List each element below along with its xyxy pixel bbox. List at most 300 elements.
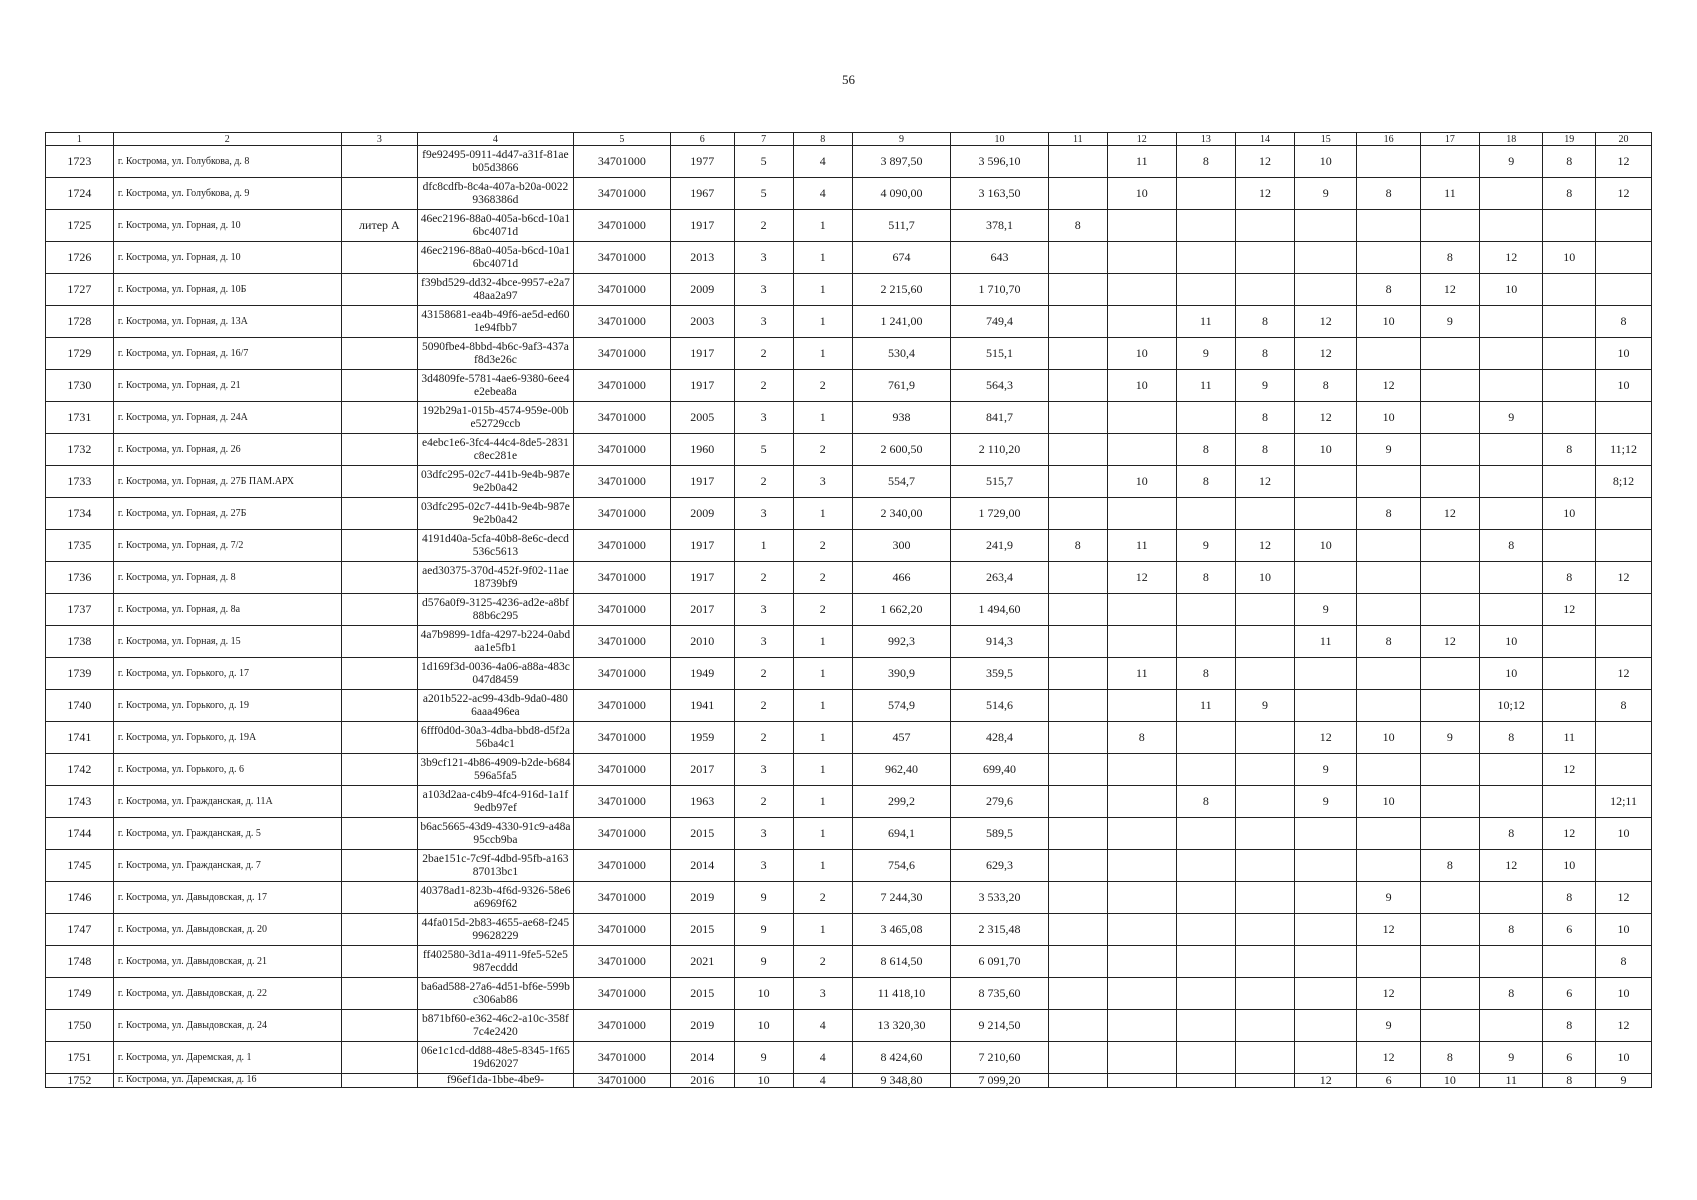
col-14-cell <box>1235 242 1294 274</box>
floors-cell: 9 <box>734 914 793 946</box>
address-cell: г. Кострома, ул. Гражданская, д. 5 <box>113 818 341 850</box>
col-13-cell: 8 <box>1176 786 1235 818</box>
col-16-cell: 8 <box>1357 178 1420 210</box>
year-built-cell: 1917 <box>671 370 734 402</box>
floors-cell: 10 <box>734 1074 793 1088</box>
col-16-cell: 12 <box>1357 1042 1420 1074</box>
row-number-cell: 1744 <box>46 818 114 850</box>
entrances-cell: 1 <box>793 850 852 882</box>
col-16-cell <box>1357 658 1420 690</box>
col-17-cell <box>1420 1010 1479 1042</box>
building-note-cell <box>341 1010 418 1042</box>
floors-cell: 9 <box>734 882 793 914</box>
living-area-cell: 629,3 <box>951 850 1048 882</box>
col-15-cell <box>1295 274 1357 306</box>
col-12-cell: 10 <box>1107 466 1176 498</box>
fias-guid-cell: 46ec2196-88a0-405a-b6cd-10a16bc4071d <box>418 242 573 274</box>
col-18-cell <box>1479 338 1542 370</box>
col-18-cell: 10;12 <box>1479 690 1542 722</box>
floors-cell: 2 <box>734 562 793 594</box>
total-area-cell: 8 614,50 <box>852 946 951 978</box>
col-20-cell: 10 <box>1596 370 1652 402</box>
year-built-cell: 2014 <box>671 1042 734 1074</box>
floors-cell: 3 <box>734 274 793 306</box>
col-14-cell: 9 <box>1235 370 1294 402</box>
living-area-cell: 515,7 <box>951 466 1048 498</box>
col-11-cell <box>1048 978 1107 1010</box>
floors-cell: 2 <box>734 210 793 242</box>
oktmo-code-cell: 34701000 <box>573 722 670 754</box>
col-11-cell <box>1048 370 1107 402</box>
row-number-cell: 1731 <box>46 402 114 434</box>
building-note-cell <box>341 978 418 1010</box>
col-18-cell: 9 <box>1479 146 1542 178</box>
oktmo-code-cell: 34701000 <box>573 1010 670 1042</box>
building-note-cell <box>341 626 418 658</box>
living-area-cell: 263,4 <box>951 562 1048 594</box>
col-12-cell: 10 <box>1107 178 1176 210</box>
col-12-cell: 11 <box>1107 658 1176 690</box>
col-11-cell <box>1048 466 1107 498</box>
col-19-cell: 8 <box>1543 562 1596 594</box>
col-18-cell <box>1479 434 1542 466</box>
living-area-cell: 514,6 <box>951 690 1048 722</box>
column-header-18: 18 <box>1479 133 1542 146</box>
address-cell: г. Кострома, ул. Горная, д. 10 <box>113 242 341 274</box>
living-area-cell: 2 315,48 <box>951 914 1048 946</box>
table-row <box>46 594 1652 626</box>
col-12-cell <box>1107 978 1176 1010</box>
col-20-cell <box>1596 754 1652 786</box>
col-20-cell <box>1596 210 1652 242</box>
entrances-cell: 1 <box>793 914 852 946</box>
building-note-cell <box>341 146 418 178</box>
col-16-cell <box>1357 690 1420 722</box>
col-19-cell: 6 <box>1543 914 1596 946</box>
col-15-cell <box>1295 210 1357 242</box>
fias-guid-cell: 2bae151c-7c9f-4dbd-95fb-a16387013bc1 <box>418 850 573 882</box>
col-16-cell <box>1357 850 1420 882</box>
address-cell: г. Кострома, ул. Гражданская, д. 11А <box>113 786 341 818</box>
row-number-cell: 1752 <box>46 1074 114 1088</box>
entrances-cell: 4 <box>793 1074 852 1088</box>
col-14-cell <box>1235 626 1294 658</box>
fias-guid-cell: 06e1c1cd-dd88-48e5-8345-1f6519d62027 <box>418 1042 573 1074</box>
address-cell: г. Кострома, ул. Горная, д. 27Б ПАМ.АРХ <box>113 466 341 498</box>
row-number-cell: 1726 <box>46 242 114 274</box>
address-cell: г. Кострома, ул. Горького, д. 6 <box>113 754 341 786</box>
oktmo-code-cell: 34701000 <box>573 434 670 466</box>
oktmo-code-cell: 34701000 <box>573 370 670 402</box>
col-13-cell <box>1176 946 1235 978</box>
col-12-cell <box>1107 690 1176 722</box>
col-16-cell <box>1357 594 1420 626</box>
col-17-cell <box>1420 466 1479 498</box>
col-13-cell <box>1176 594 1235 626</box>
col-15-cell <box>1295 498 1357 530</box>
fias-guid-cell: 4a7b9899-1dfa-4297-b224-0abdaa1e5fb1 <box>418 626 573 658</box>
col-11-cell <box>1048 178 1107 210</box>
oktmo-code-cell: 34701000 <box>573 818 670 850</box>
row-number-cell: 1735 <box>46 530 114 562</box>
col-14-cell <box>1235 946 1294 978</box>
col-14-cell: 12 <box>1235 146 1294 178</box>
entrances-cell: 4 <box>793 178 852 210</box>
col-12-cell <box>1107 1042 1176 1074</box>
entrances-cell: 1 <box>793 722 852 754</box>
col-13-cell <box>1176 882 1235 914</box>
col-11-cell <box>1048 402 1107 434</box>
col-14-cell <box>1235 274 1294 306</box>
col-17-cell <box>1420 882 1479 914</box>
address-cell: г. Кострома, ул. Даремская, д. 1 <box>113 1042 341 1074</box>
building-note-cell <box>341 274 418 306</box>
total-area-cell: 3 465,08 <box>852 914 951 946</box>
col-14-cell <box>1235 594 1294 626</box>
col-16-cell <box>1357 338 1420 370</box>
col-16-cell: 10 <box>1357 402 1420 434</box>
row-number-cell: 1749 <box>46 978 114 1010</box>
year-built-cell: 2015 <box>671 978 734 1010</box>
col-13-cell: 8 <box>1176 466 1235 498</box>
table-row <box>46 338 1652 370</box>
building-note-cell <box>341 402 418 434</box>
col-13-cell <box>1176 626 1235 658</box>
column-header-11: 11 <box>1048 133 1107 146</box>
table-row <box>46 946 1652 978</box>
col-20-cell: 9 <box>1596 1074 1652 1088</box>
floors-cell: 2 <box>734 690 793 722</box>
col-18-cell: 9 <box>1479 402 1542 434</box>
col-20-cell: 8 <box>1596 690 1652 722</box>
col-13-cell: 8 <box>1176 562 1235 594</box>
address-cell: г. Кострома, ул. Горького, д. 17 <box>113 658 341 690</box>
column-header-19: 19 <box>1543 133 1596 146</box>
col-13-cell: 9 <box>1176 530 1235 562</box>
col-18-cell: 12 <box>1479 850 1542 882</box>
col-11-cell <box>1048 338 1107 370</box>
living-area-cell: 3 533,20 <box>951 882 1048 914</box>
total-area-cell: 300 <box>852 530 951 562</box>
col-12-cell <box>1107 882 1176 914</box>
col-20-cell: 10 <box>1596 338 1652 370</box>
entrances-cell: 3 <box>793 466 852 498</box>
col-15-cell <box>1295 882 1357 914</box>
col-16-cell: 10 <box>1357 722 1420 754</box>
column-header-3: 3 <box>341 133 418 146</box>
col-18-cell: 10 <box>1479 626 1542 658</box>
col-16-cell <box>1357 210 1420 242</box>
entrances-cell: 1 <box>793 306 852 338</box>
col-18-cell <box>1479 466 1542 498</box>
table-row <box>46 882 1652 914</box>
floors-cell: 5 <box>734 146 793 178</box>
col-18-cell <box>1479 946 1542 978</box>
total-area-cell: 1 662,20 <box>852 594 951 626</box>
col-17-cell <box>1420 370 1479 402</box>
oktmo-code-cell: 34701000 <box>573 946 670 978</box>
living-area-cell: 279,6 <box>951 786 1048 818</box>
col-13-cell <box>1176 210 1235 242</box>
column-header-6: 6 <box>671 133 734 146</box>
table-row <box>46 818 1652 850</box>
col-14-cell: 12 <box>1235 530 1294 562</box>
floors-cell: 2 <box>734 658 793 690</box>
col-19-cell <box>1543 466 1596 498</box>
col-17-cell: 8 <box>1420 1042 1479 1074</box>
col-11-cell <box>1048 754 1107 786</box>
oktmo-code-cell: 34701000 <box>573 210 670 242</box>
col-12-cell <box>1107 1074 1176 1088</box>
table-row <box>46 210 1652 242</box>
year-built-cell: 2015 <box>671 818 734 850</box>
address-cell: г. Кострома, ул. Горная, д. 27Б <box>113 498 341 530</box>
total-area-cell: 11 418,10 <box>852 978 951 1010</box>
table-row <box>46 1042 1652 1074</box>
living-area-cell: 564,3 <box>951 370 1048 402</box>
living-area-cell: 841,7 <box>951 402 1048 434</box>
oktmo-code-cell: 34701000 <box>573 274 670 306</box>
col-14-cell <box>1235 498 1294 530</box>
col-17-cell <box>1420 818 1479 850</box>
col-16-cell: 9 <box>1357 1010 1420 1042</box>
row-number-cell: 1728 <box>46 306 114 338</box>
address-cell: г. Кострома, ул. Горького, д. 19 <box>113 690 341 722</box>
total-area-cell: 390,9 <box>852 658 951 690</box>
fias-guid-cell: 4191d40a-5cfa-40b8-8e6c-decd536c5613 <box>418 530 573 562</box>
oktmo-code-cell: 34701000 <box>573 1074 670 1088</box>
fias-guid-cell: ff402580-3d1a-4911-9fe5-52e5987ecddd <box>418 946 573 978</box>
total-area-cell: 457 <box>852 722 951 754</box>
col-17-cell: 9 <box>1420 306 1479 338</box>
year-built-cell: 1967 <box>671 178 734 210</box>
col-18-cell <box>1479 498 1542 530</box>
entrances-cell: 1 <box>793 242 852 274</box>
entrances-cell: 1 <box>793 402 852 434</box>
year-built-cell: 1963 <box>671 786 734 818</box>
building-note-cell <box>341 850 418 882</box>
floors-cell: 5 <box>734 434 793 466</box>
col-16-cell: 12 <box>1357 978 1420 1010</box>
living-area-cell: 359,5 <box>951 658 1048 690</box>
building-note-cell <box>341 1074 418 1088</box>
col-20-cell <box>1596 850 1652 882</box>
col-19-cell <box>1543 338 1596 370</box>
entrances-cell: 2 <box>793 946 852 978</box>
col-17-cell: 12 <box>1420 626 1479 658</box>
col-13-cell <box>1176 498 1235 530</box>
fias-guid-cell: f9e92495-0911-4d47-a31f-81aeb05d3866 <box>418 146 573 178</box>
fias-guid-cell: 5090fbe4-8bbd-4b6c-9af3-437af8d3e26c <box>418 338 573 370</box>
col-15-cell: 9 <box>1295 178 1357 210</box>
col-16-cell: 8 <box>1357 626 1420 658</box>
col-12-cell: 8 <box>1107 722 1176 754</box>
address-cell: г. Кострома, ул. Давыдовская, д. 17 <box>113 882 341 914</box>
address-cell: г. Кострома, ул. Давыдовская, д. 21 <box>113 946 341 978</box>
col-13-cell <box>1176 1074 1235 1088</box>
total-area-cell: 674 <box>852 242 951 274</box>
col-11-cell <box>1048 626 1107 658</box>
col-19-cell: 8 <box>1543 178 1596 210</box>
year-built-cell: 2009 <box>671 498 734 530</box>
col-12-cell <box>1107 402 1176 434</box>
column-header-14: 14 <box>1235 133 1294 146</box>
living-area-cell: 1 494,60 <box>951 594 1048 626</box>
table-row <box>46 690 1652 722</box>
col-19-cell: 8 <box>1543 1010 1596 1042</box>
fias-guid-cell: ba6ad588-27a6-4d51-bf6e-599bc306ab86 <box>418 978 573 1010</box>
col-15-cell <box>1295 978 1357 1010</box>
column-header-20: 20 <box>1596 133 1652 146</box>
col-18-cell: 8 <box>1479 914 1542 946</box>
living-area-cell: 914,3 <box>951 626 1048 658</box>
col-20-cell <box>1596 242 1652 274</box>
table-row <box>46 914 1652 946</box>
col-13-cell <box>1176 1010 1235 1042</box>
table-row <box>46 850 1652 882</box>
table-body <box>46 146 1652 1088</box>
table-row <box>46 402 1652 434</box>
column-number-row <box>46 133 1652 146</box>
oktmo-code-cell: 34701000 <box>573 562 670 594</box>
col-20-cell: 12 <box>1596 178 1652 210</box>
oktmo-code-cell: 34701000 <box>573 178 670 210</box>
col-13-cell <box>1176 722 1235 754</box>
col-19-cell: 6 <box>1543 1042 1596 1074</box>
col-14-cell <box>1235 1010 1294 1042</box>
col-18-cell: 10 <box>1479 658 1542 690</box>
row-number-cell: 1730 <box>46 370 114 402</box>
table-row <box>46 658 1652 690</box>
living-area-cell: 241,9 <box>951 530 1048 562</box>
col-15-cell <box>1295 1042 1357 1074</box>
total-area-cell: 3 897,50 <box>852 146 951 178</box>
col-11-cell <box>1048 242 1107 274</box>
total-area-cell: 2 340,00 <box>852 498 951 530</box>
floors-cell: 5 <box>734 178 793 210</box>
col-15-cell: 9 <box>1295 594 1357 626</box>
total-area-cell: 4 090,00 <box>852 178 951 210</box>
col-16-cell: 12 <box>1357 370 1420 402</box>
col-12-cell <box>1107 594 1176 626</box>
floors-cell: 3 <box>734 754 793 786</box>
col-16-cell: 12 <box>1357 914 1420 946</box>
column-header-5: 5 <box>573 133 670 146</box>
fias-guid-cell: f39bd529-dd32-4bce-9957-e2a748aa2a97 <box>418 274 573 306</box>
year-built-cell: 1917 <box>671 338 734 370</box>
year-built-cell: 1917 <box>671 562 734 594</box>
row-number-cell: 1724 <box>46 178 114 210</box>
entrances-cell: 2 <box>793 882 852 914</box>
floors-cell: 9 <box>734 946 793 978</box>
col-17-cell <box>1420 338 1479 370</box>
col-20-cell: 10 <box>1596 1042 1652 1074</box>
col-20-cell <box>1596 626 1652 658</box>
col-13-cell: 9 <box>1176 338 1235 370</box>
col-11-cell: 8 <box>1048 210 1107 242</box>
col-18-cell <box>1479 882 1542 914</box>
col-16-cell <box>1357 946 1420 978</box>
col-11-cell <box>1048 690 1107 722</box>
col-15-cell: 12 <box>1295 722 1357 754</box>
col-18-cell: 8 <box>1479 978 1542 1010</box>
col-11-cell <box>1048 434 1107 466</box>
oktmo-code-cell: 34701000 <box>573 754 670 786</box>
col-11-cell <box>1048 146 1107 178</box>
col-14-cell: 10 <box>1235 562 1294 594</box>
floors-cell: 2 <box>734 370 793 402</box>
col-20-cell <box>1596 402 1652 434</box>
entrances-cell: 1 <box>793 690 852 722</box>
col-20-cell <box>1596 530 1652 562</box>
entrances-cell: 3 <box>793 978 852 1010</box>
col-13-cell <box>1176 978 1235 1010</box>
col-15-cell <box>1295 946 1357 978</box>
col-19-cell <box>1543 946 1596 978</box>
col-20-cell: 12 <box>1596 882 1652 914</box>
col-13-cell: 8 <box>1176 658 1235 690</box>
column-header-10: 10 <box>951 133 1048 146</box>
row-number-cell: 1747 <box>46 914 114 946</box>
oktmo-code-cell: 34701000 <box>573 466 670 498</box>
fias-guid-cell: 03dfc295-02c7-441b-9e4b-987e9e2b0a42 <box>418 466 573 498</box>
col-11-cell <box>1048 306 1107 338</box>
table-row <box>46 1074 1652 1088</box>
entrances-cell: 1 <box>793 818 852 850</box>
col-17-cell <box>1420 658 1479 690</box>
col-13-cell: 11 <box>1176 370 1235 402</box>
year-built-cell: 2010 <box>671 626 734 658</box>
col-14-cell: 8 <box>1235 434 1294 466</box>
col-17-cell <box>1420 978 1479 1010</box>
year-built-cell: 1917 <box>671 210 734 242</box>
building-note-cell <box>341 178 418 210</box>
floors-cell: 9 <box>734 1042 793 1074</box>
col-11-cell <box>1048 1010 1107 1042</box>
living-area-cell: 428,4 <box>951 722 1048 754</box>
building-note-cell <box>341 690 418 722</box>
col-13-cell <box>1176 402 1235 434</box>
year-built-cell: 2019 <box>671 882 734 914</box>
col-20-cell: 10 <box>1596 818 1652 850</box>
col-17-cell <box>1420 914 1479 946</box>
fias-guid-cell: 03dfc295-02c7-441b-9e4b-987e9e2b0a42 <box>418 498 573 530</box>
fias-guid-cell: 192b29a1-015b-4574-959e-00be52729ccb <box>418 402 573 434</box>
col-19-cell: 8 <box>1543 146 1596 178</box>
col-17-cell <box>1420 530 1479 562</box>
table-row <box>46 242 1652 274</box>
fias-guid-cell: 3d4809fe-5781-4ae6-9380-6ee4e2ebea8a <box>418 370 573 402</box>
floors-cell: 3 <box>734 242 793 274</box>
column-header-9: 9 <box>852 133 951 146</box>
floors-cell: 2 <box>734 338 793 370</box>
oktmo-code-cell: 34701000 <box>573 1042 670 1074</box>
column-header-7: 7 <box>734 133 793 146</box>
address-cell: г. Кострома, ул. Горная, д. 7/2 <box>113 530 341 562</box>
col-20-cell: 8 <box>1596 306 1652 338</box>
col-14-cell <box>1235 722 1294 754</box>
year-built-cell: 2017 <box>671 754 734 786</box>
col-15-cell: 12 <box>1295 402 1357 434</box>
row-number-cell: 1739 <box>46 658 114 690</box>
building-note-cell <box>341 1042 418 1074</box>
col-19-cell <box>1543 530 1596 562</box>
col-20-cell: 12;11 <box>1596 786 1652 818</box>
floors-cell: 3 <box>734 498 793 530</box>
col-14-cell: 12 <box>1235 178 1294 210</box>
fias-guid-cell: aed30375-370d-452f-9f02-11ae18739bf9 <box>418 562 573 594</box>
fias-guid-cell: f96ef1da-1bbe-4be9- <box>418 1074 573 1088</box>
